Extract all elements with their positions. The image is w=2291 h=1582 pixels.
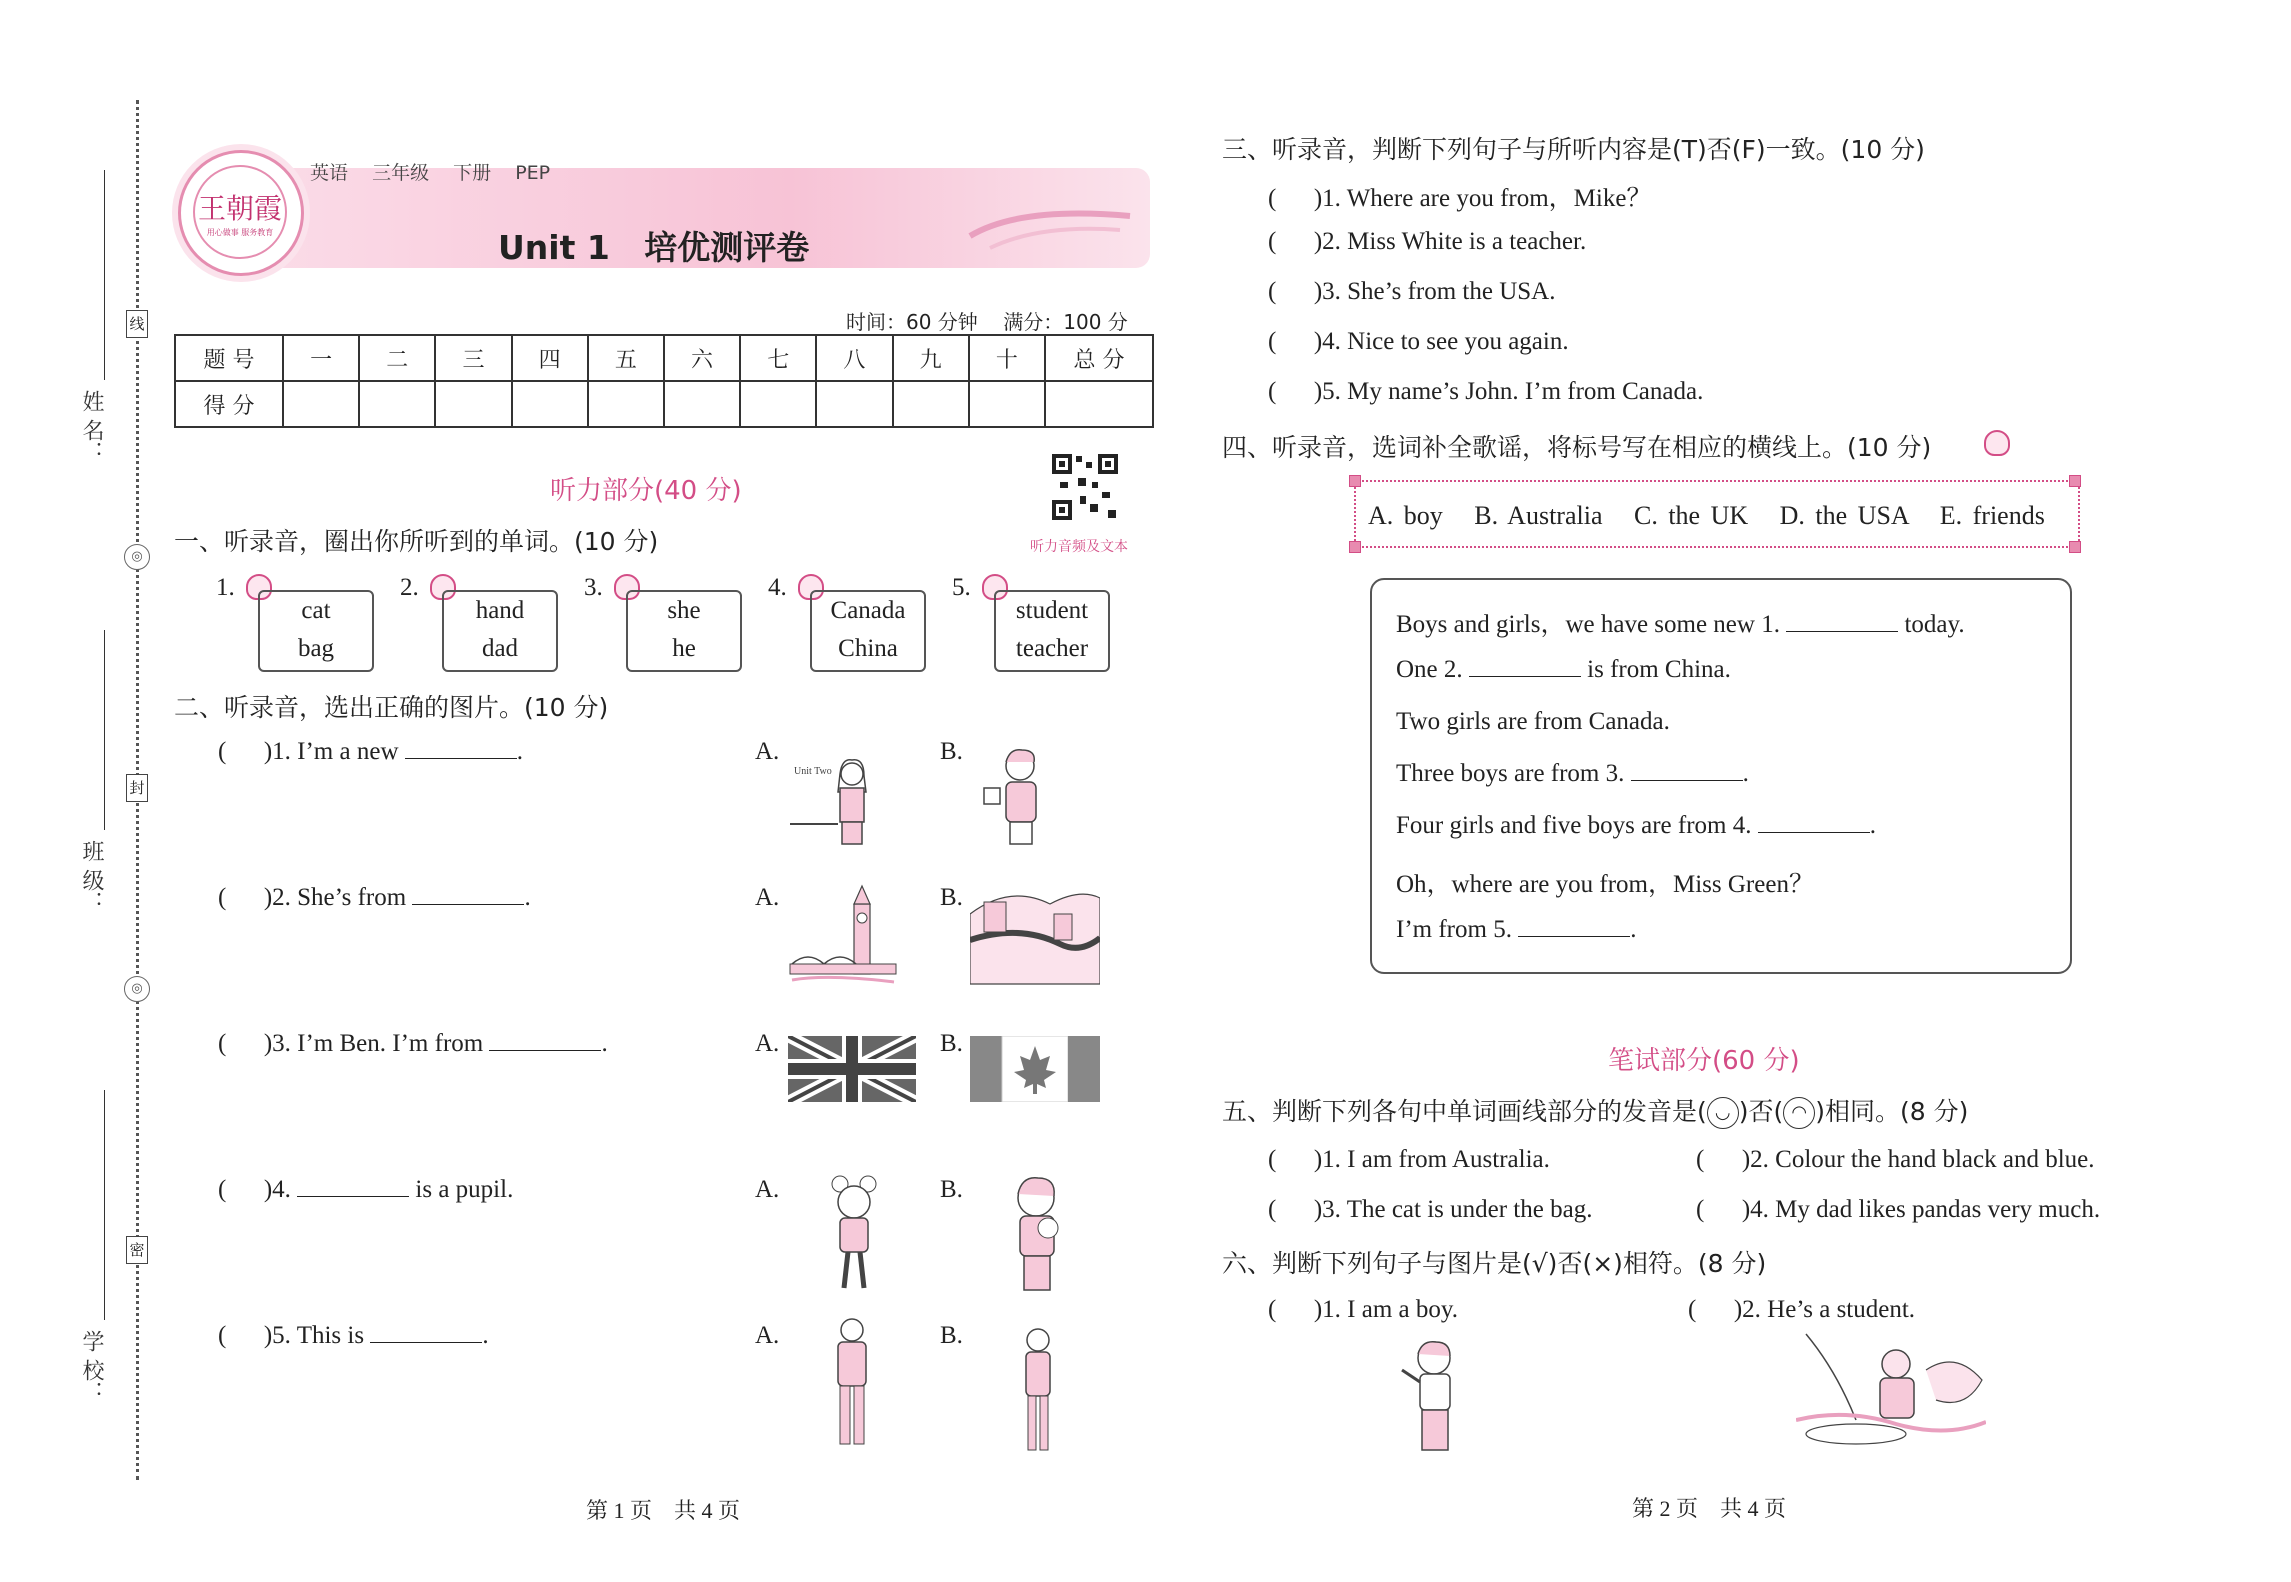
- word-option[interactable]: hand: [475, 597, 525, 624]
- time-limit: 时间：60 分钟: [846, 310, 978, 334]
- word-option[interactable]: China: [838, 635, 898, 662]
- q2-item: [218, 738, 523, 766]
- brand-slogan: 用心做事 服务教育: [206, 228, 274, 237]
- teacher-at-board-picture[interactable]: [790, 752, 910, 848]
- paren: (: [218, 884, 227, 911]
- song-line: [1396, 656, 1731, 684]
- q3-item-text: )1. Where are you from，Mike？: [1313, 185, 1652, 212]
- song-text-end: .: [1630, 916, 1637, 943]
- subject: 英语: [310, 162, 349, 184]
- q5-title-c: )相同。(8 分): [1815, 1097, 1969, 1126]
- q3-item: ( )3. She’s from the USA.: [1268, 278, 1556, 305]
- q5-item-text: )1. I am from Australia.: [1313, 1146, 1550, 1173]
- q5-item-text: )4. My dad likes pandas very much.: [1741, 1196, 2101, 1223]
- col-header: 五: [588, 335, 664, 381]
- brand-name: 王朝霞: [197, 194, 282, 225]
- song-text: Oh，where are you from，Miss Green？: [1396, 871, 1814, 898]
- boy-with-bear-picture[interactable]: [996, 1172, 1080, 1296]
- q5-item: ( )2. Colour the hand black and blue.: [1696, 1146, 2095, 1173]
- col-header: 一: [283, 335, 359, 381]
- q3-item-text: )2. Miss White is a teacher.: [1313, 228, 1587, 255]
- q2-item-text: )5. This is: [263, 1322, 371, 1349]
- q1-word-box[interactable]: [626, 590, 742, 672]
- sad-face-icon: ◠: [1783, 1097, 1815, 1129]
- word-option[interactable]: he: [672, 635, 696, 662]
- option-a-label: A.: [755, 1030, 780, 1057]
- row-label: 得 分: [175, 381, 283, 427]
- song-text-end: .: [1869, 812, 1876, 839]
- great-wall-picture[interactable]: [970, 884, 1100, 988]
- course-meta: [310, 158, 550, 185]
- school-underline: [104, 1090, 105, 1320]
- class-underline: [104, 630, 105, 830]
- col-header: 十: [969, 335, 1045, 381]
- song-line: [1396, 604, 1965, 640]
- qr-code-icon[interactable]: [1050, 452, 1120, 522]
- answer-blank[interactable]: [1469, 656, 1581, 677]
- woman-picture[interactable]: [1008, 1326, 1068, 1456]
- time-score-info: [846, 306, 1128, 335]
- q5-item-text: )3. The cat is under the bag.: [1313, 1196, 1593, 1223]
- girl-with-bag-picture[interactable]: [814, 1172, 894, 1294]
- song-text: Three boys are from 3.: [1396, 760, 1631, 787]
- q2-item-end: .: [524, 884, 531, 911]
- listening-section-title: 听力部分(40 分): [550, 476, 742, 506]
- answer-blank[interactable]: [1518, 916, 1630, 937]
- canada-flag-icon[interactable]: [970, 1036, 1100, 1102]
- q1-item-number: 1.: [216, 574, 235, 601]
- score-cell[interactable]: [588, 381, 664, 427]
- q6-item: ( )1. I am a boy.: [1268, 1296, 1458, 1323]
- q3-item: ( )4. Nice to see you again.: [1268, 328, 1569, 355]
- q5-title-b: )否(: [1738, 1097, 1784, 1126]
- col-header: 三: [435, 335, 511, 381]
- paren: (: [218, 1176, 227, 1203]
- table-row: [175, 381, 1153, 427]
- q5-item: ( )4. My dad likes pandas very much.: [1696, 1196, 2101, 1223]
- song-text: Two girls are from Canada.: [1396, 708, 1670, 735]
- score-cell[interactable]: [740, 381, 816, 427]
- col-header: 二: [359, 335, 435, 381]
- q1-item-number: 4.: [768, 574, 787, 601]
- answer-blank[interactable]: [297, 1176, 409, 1197]
- board-text: Unit Two: [794, 766, 832, 777]
- qr-caption: 听力音频及文本: [1030, 539, 1128, 555]
- q4-title: 四、听录音，选词补全歌谣，将标号写在相应的横线上。(10 分): [1222, 433, 1932, 462]
- writing-section-title: 笔试部分(60 分): [1608, 1046, 1800, 1076]
- col-header: 七: [740, 335, 816, 381]
- option-a-label: A.: [755, 1322, 780, 1349]
- song-line: [1396, 760, 1749, 788]
- option-a-label: A.: [755, 1176, 780, 1203]
- row-label: 题 号: [175, 335, 283, 381]
- q2-item-end: is a pupil.: [409, 1176, 514, 1203]
- smile-face-icon: ◡: [1707, 1097, 1739, 1129]
- punch-hole-icon: ◎: [124, 544, 150, 570]
- q1-item-number: 2.: [400, 574, 419, 601]
- q2-item-end: .: [601, 1030, 608, 1057]
- listen-ear-icon: [1984, 430, 2010, 456]
- song-text: Four girls and five boys are from 4.: [1396, 812, 1758, 839]
- edition: PEP: [515, 162, 551, 184]
- score-cell[interactable]: [512, 381, 588, 427]
- q1-item-number: 5.: [952, 574, 971, 601]
- q1-word-box[interactable]: [810, 590, 926, 672]
- score-cell[interactable]: [359, 381, 435, 427]
- q2-item-text: )3. I’m Ben. I’m from: [263, 1030, 490, 1057]
- score-cell[interactable]: [664, 381, 740, 427]
- answer-blank[interactable]: [1758, 812, 1870, 833]
- grade: 三年级: [372, 162, 430, 184]
- q6-item: ( )2. He’s a student.: [1688, 1296, 1916, 1323]
- q5-item: ( )3. The cat is under the bag.: [1268, 1196, 1593, 1223]
- paren: (: [218, 738, 227, 765]
- song-text-end: is from China.: [1580, 656, 1731, 683]
- punch-hole-icon: ◎: [124, 976, 150, 1002]
- song-text-end: today.: [1898, 611, 1965, 638]
- q3-title: 三、听录音，判断下列句子与所听内容是(T)否(F)一致。(10 分): [1222, 135, 1925, 164]
- q6-title: 六、判断下列句子与图片是(√)否(×)相符。(8 分): [1222, 1249, 1767, 1278]
- song-text: One 2.: [1396, 656, 1469, 683]
- word-option[interactable]: Canada: [830, 597, 906, 624]
- page-number-right: 第 2 页 共 4 页: [1632, 1496, 1787, 1521]
- q3-item-text: )3. She’s from the USA.: [1313, 278, 1556, 305]
- col-header: 八: [816, 335, 892, 381]
- q3-item: ( )2. Miss White is a teacher.: [1268, 228, 1587, 255]
- song-text: I’m from 5.: [1396, 916, 1519, 943]
- option-a-label: A.: [755, 738, 780, 765]
- word-option[interactable]: teacher: [1015, 635, 1089, 662]
- fisherman-picture[interactable]: [1796, 1330, 1986, 1450]
- brand-logo: [178, 150, 304, 276]
- answer-blank[interactable]: [1631, 760, 1743, 781]
- answer-blank[interactable]: [412, 884, 524, 905]
- score-cell[interactable]: [969, 381, 1045, 427]
- option-b-label: B.: [940, 1322, 963, 1349]
- name-label: 姓 名：: [79, 390, 104, 463]
- seal-xian: 线: [126, 310, 148, 338]
- word-option[interactable]: dad: [481, 635, 519, 662]
- paren: (: [218, 1030, 227, 1057]
- name-underline: [104, 170, 105, 380]
- answer-blank[interactable]: [370, 1322, 482, 1343]
- q5-title-a: 五、判断下列各句中单词画线部分的发音是(: [1222, 1097, 1707, 1126]
- corner-mark: [1349, 475, 1361, 487]
- q2-item: [218, 1030, 608, 1058]
- q1-word-box[interactable]: [442, 590, 558, 672]
- q2-item: [218, 884, 531, 912]
- score-cell[interactable]: [435, 381, 511, 427]
- boy-thumbs-up-picture[interactable]: [1390, 1334, 1470, 1462]
- seal-mi: 密: [126, 1236, 148, 1264]
- corner-mark: [2069, 541, 2081, 553]
- col-header: 六: [664, 335, 740, 381]
- q3-item-text: )5. My name’s John. I’m from Canada.: [1313, 378, 1704, 405]
- q1-word-box[interactable]: [994, 590, 1110, 672]
- q2-item-end: .: [482, 1322, 489, 1349]
- q5-title: [1222, 1092, 1968, 1129]
- song-line: [1396, 708, 1670, 736]
- score-cell[interactable]: [816, 381, 892, 427]
- q4-word-options: A. boy B. Australia C. the UK D. the USA E. friends: [1354, 480, 2080, 548]
- seal-feng: 封: [126, 774, 148, 802]
- corner-mark: [1349, 541, 1361, 553]
- full-score: 满分：100 分: [1003, 310, 1128, 334]
- word-option[interactable]: she: [667, 597, 701, 624]
- option-b-label: B.: [940, 1176, 963, 1203]
- school-label: 学 校：: [79, 1330, 104, 1403]
- q2-item: [218, 1322, 489, 1350]
- q3-item: ( )1. Where are you from，Mike？: [1268, 185, 1652, 212]
- score-cell[interactable]: [1045, 381, 1153, 427]
- man-teacher-picture[interactable]: [820, 1316, 884, 1450]
- option-a-label: A.: [755, 884, 780, 911]
- option-b-label: B.: [940, 1030, 963, 1057]
- q1-item-number: 3.: [584, 574, 603, 601]
- uk-flag-icon[interactable]: [788, 1036, 916, 1102]
- q2-item-end: .: [516, 738, 523, 765]
- q2-item-text: )4.: [263, 1176, 298, 1203]
- song-text-end: .: [1742, 760, 1749, 787]
- q1-title: 一、听录音，圈出你所听到的单词。(10 分): [174, 527, 659, 556]
- col-header: 总 分: [1045, 335, 1153, 381]
- q5-item: ( )1. I am from Australia.: [1268, 1146, 1550, 1173]
- q2-item-text: )1. I’m a new: [263, 738, 405, 765]
- option-b-label: B.: [940, 884, 963, 911]
- answer-blank[interactable]: [489, 1030, 601, 1051]
- score-cell[interactable]: [893, 381, 969, 427]
- song-line: [1396, 812, 1876, 840]
- big-ben-picture[interactable]: [788, 884, 898, 992]
- word-option[interactable]: bag: [297, 635, 335, 662]
- song-text: Boys and girls，we have some new 1.: [1396, 611, 1787, 638]
- q3-item: ( )5. My name’s John. I’m from Canada.: [1268, 378, 1704, 405]
- q2-item: [218, 1176, 513, 1204]
- q6-item-text: )2. He’s a student.: [1733, 1296, 1916, 1323]
- term: 下册: [453, 162, 492, 184]
- page-number-left: 第 1 页 共 4 页: [586, 1498, 741, 1523]
- answer-blank[interactable]: [1786, 611, 1898, 632]
- q1-word-box[interactable]: [258, 590, 374, 672]
- col-header: 四: [512, 335, 588, 381]
- q2-title: 二、听录音，选出正确的图片。(10 分): [174, 693, 609, 722]
- word-option[interactable]: student: [1015, 597, 1089, 624]
- option-b-label: B.: [940, 738, 963, 765]
- corner-mark: [2069, 475, 2081, 487]
- song-line: [1396, 864, 1814, 900]
- q3-item-text: )4. Nice to see you again.: [1313, 328, 1569, 355]
- q6-item-text: )1. I am a boy.: [1313, 1296, 1458, 1323]
- answer-blank[interactable]: [405, 738, 517, 759]
- q5-item-text: )2. Colour the hand black and blue.: [1741, 1146, 2095, 1173]
- q2-item-text: )2. She’s from: [263, 884, 413, 911]
- table-row: [175, 335, 1153, 381]
- col-header: 九: [893, 335, 969, 381]
- class-label: 班 级：: [79, 840, 104, 913]
- word-option[interactable]: cat: [301, 597, 331, 624]
- score-cell[interactable]: [283, 381, 359, 427]
- decorative-swoosh: [960, 196, 1140, 256]
- boy-with-cube-picture[interactable]: [970, 744, 1060, 848]
- score-table: [174, 334, 1154, 428]
- song-line: [1396, 916, 1636, 944]
- page-title: Unit 1 培优测评卷: [498, 228, 810, 267]
- paren: (: [218, 1322, 227, 1349]
